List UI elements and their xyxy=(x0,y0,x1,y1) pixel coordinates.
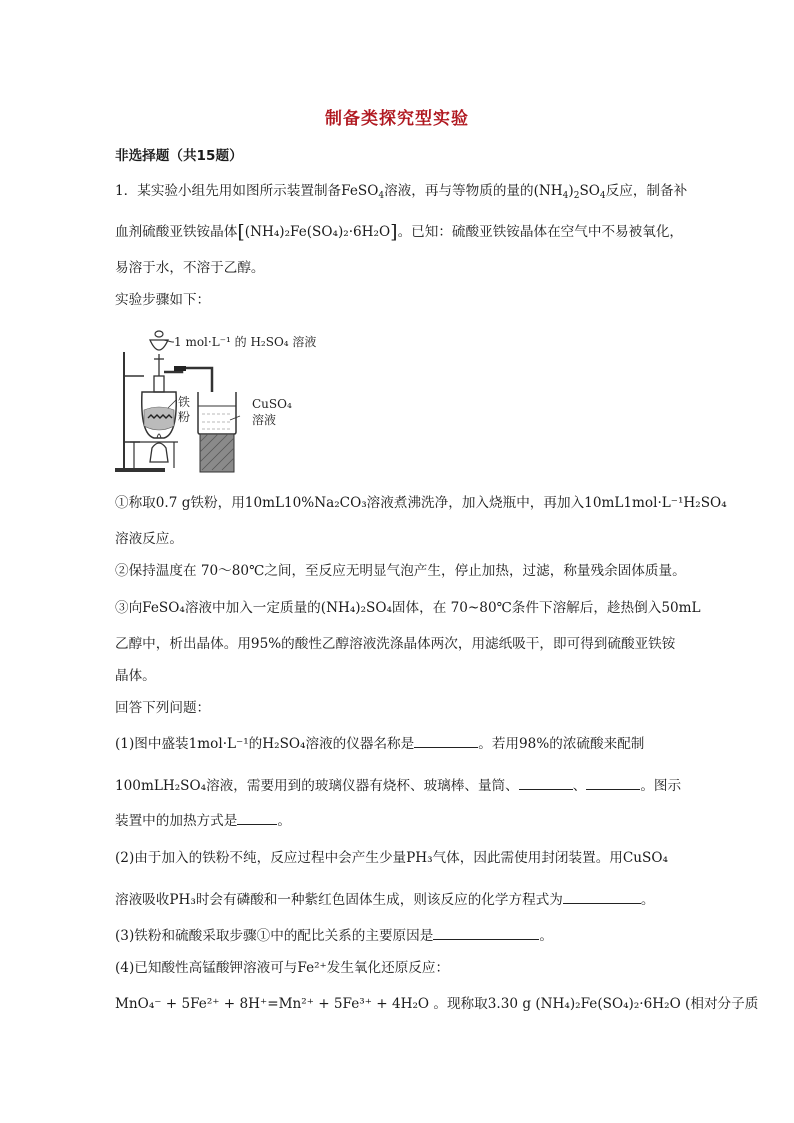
question-part-4-line-2: MnO₄⁻ + 5Fe²⁺ + 8H⁺=Mn²⁺ + 5Fe³⁺ + 4H₂O 。现称取3.30 g (NH₄)₂Fe(SO₄)₂·6H₂O (相对分子质 xyxy=(115,996,759,1012)
step-3-line-3: 晶体。 xyxy=(115,668,156,684)
answer-blank-3[interactable] xyxy=(586,775,640,790)
p1-text-f: 装置中的加热方式是 xyxy=(115,813,238,829)
apparatus-figure xyxy=(112,326,322,474)
question-part-3 xyxy=(115,925,695,946)
answer-blank-4[interactable] xyxy=(237,810,277,825)
step-3-line-2: 乙醇中，析出晶体。用95%的酸性乙醇溶液洗涤晶体两次，用滤纸吸干，即可得到硫酸亚铁铵 xyxy=(115,636,676,652)
question-part-2-line-1: (2)由于加入的铁粉不纯，反应过程中会产生少量PH₃气体，因此需使用封闭装置。用CuSO₄ xyxy=(115,850,668,866)
formula-ammonium-iron-sulfate: (NH₄)₂Fe(SO₄)₂·6H₂O xyxy=(244,224,391,240)
answer-blank-6[interactable] xyxy=(433,925,539,940)
document-title: 制备类探究型实验 xyxy=(325,109,469,129)
stand-base xyxy=(115,468,165,472)
beaker xyxy=(198,392,236,434)
answer-blank-5[interactable] xyxy=(563,889,641,904)
alcohol-lamp xyxy=(150,443,168,462)
section-heading: 非选择题（共15题） xyxy=(115,148,243,164)
cuso4-label-1: CuSO₄ xyxy=(252,397,292,411)
q1-text-f: 血剂硫酸亚铁铵晶体 xyxy=(115,224,238,240)
question-1-line-1: 1．某实验小组先用如图所示装置制备FeSO$_4$溶液，再与等物质的量的$(NH_4)_2SO_4$反应，制备补 xyxy=(115,183,688,201)
iron-label-2: 粉 xyxy=(178,410,191,424)
step-2: ②保持温度在 70～80℃之间，至反应无明显气泡产生，停止加热，过滤，称量残余固体质量。 xyxy=(115,563,686,579)
p1-text-a: (1)图中盛装1mol·L⁻¹的H₂SO₄溶液的仪器名称是 xyxy=(115,736,415,752)
p3-text-b: 。 xyxy=(539,928,553,944)
step-1-line-1: ①称取0.7 g铁粉，用10mL10%Na₂CO₃溶液煮沸洗净，加入烧瓶中，再加入10mL1mol·L⁻¹H₂SO₄ xyxy=(115,495,727,511)
answer-blank-2[interactable] xyxy=(519,775,573,790)
answer-intro: 回答下列问题： xyxy=(115,700,211,716)
q1-text-g: 。已知：硫酸亚铁铵晶体在空气中不易被氧化， xyxy=(397,224,684,240)
p1-text-c: 100mLH₂SO₄溶液，需要用到的玻璃仪器有烧杯、玻璃棒、量筒、 xyxy=(115,778,519,794)
question-1-line-4: 实验步骤如下： xyxy=(115,292,211,308)
p1-text-e: 。图示 xyxy=(640,778,682,794)
q1-text-d: SO xyxy=(579,183,600,199)
q1-text-b: 溶液，再与等物质的量的(NH xyxy=(384,183,563,199)
question-1-line-3: 易溶于水，不溶于乙醇。 xyxy=(115,260,265,276)
q1-text-e: 反应，制备补 xyxy=(605,183,688,199)
p3-text-a: (3)铁粉和硫酸采取步骤①中的配比关系的主要原因是 xyxy=(115,928,434,944)
q1-text-a: 1．某实验小组先用如图所示装置制备FeSO xyxy=(115,183,379,199)
question-part-4-line-1: (4)已知酸性高锰酸钾溶液可与Fe²⁺发生氧化还原反应： xyxy=(115,960,450,976)
p1-text-d: 、 xyxy=(572,778,587,794)
question-part-1-line-2 xyxy=(115,775,695,796)
question-part-1-line-1 xyxy=(115,733,695,754)
q1-text-c: ) xyxy=(568,183,574,199)
iron-label-1: 铁 xyxy=(178,395,191,409)
p1-text-g: 。 xyxy=(277,813,291,829)
question-part-2-line-2 xyxy=(115,889,695,910)
question-1-line-2: 血剂硫酸亚铁铵晶体[(NH₄)₂Fe(SO₄)₂·6H₂O]。已知：硫酸亚铁铵晶体在空气中不易被氧化， xyxy=(115,221,684,243)
p2-text-c: 。 xyxy=(640,892,655,908)
p2-text-b: 溶液吸收PH₃时会有磷酸和一种紫红色固体生成，则该反应的化学方程式为 xyxy=(115,892,563,908)
step-3-line-1: ③向FeSO₄溶液中加入一定质量的(NH₄)₂SO₄固体，在 70~80℃条件下溶解后，趁热倒入50mL xyxy=(115,600,701,616)
step-1-line-2: 溶液反应。 xyxy=(115,531,183,547)
funnel-label: 1 mol·L⁻¹ 的 H₂SO₄ 溶液 xyxy=(174,335,317,349)
question-part-1-line-3 xyxy=(115,810,695,831)
answer-blank-1[interactable] xyxy=(414,733,478,748)
cuso4-label-2: 溶液 xyxy=(252,413,277,427)
p1-text-b: 。若用98%的浓硫酸来配制 xyxy=(478,736,645,752)
delivery-tube xyxy=(164,368,212,392)
dropping-funnel xyxy=(150,340,168,350)
